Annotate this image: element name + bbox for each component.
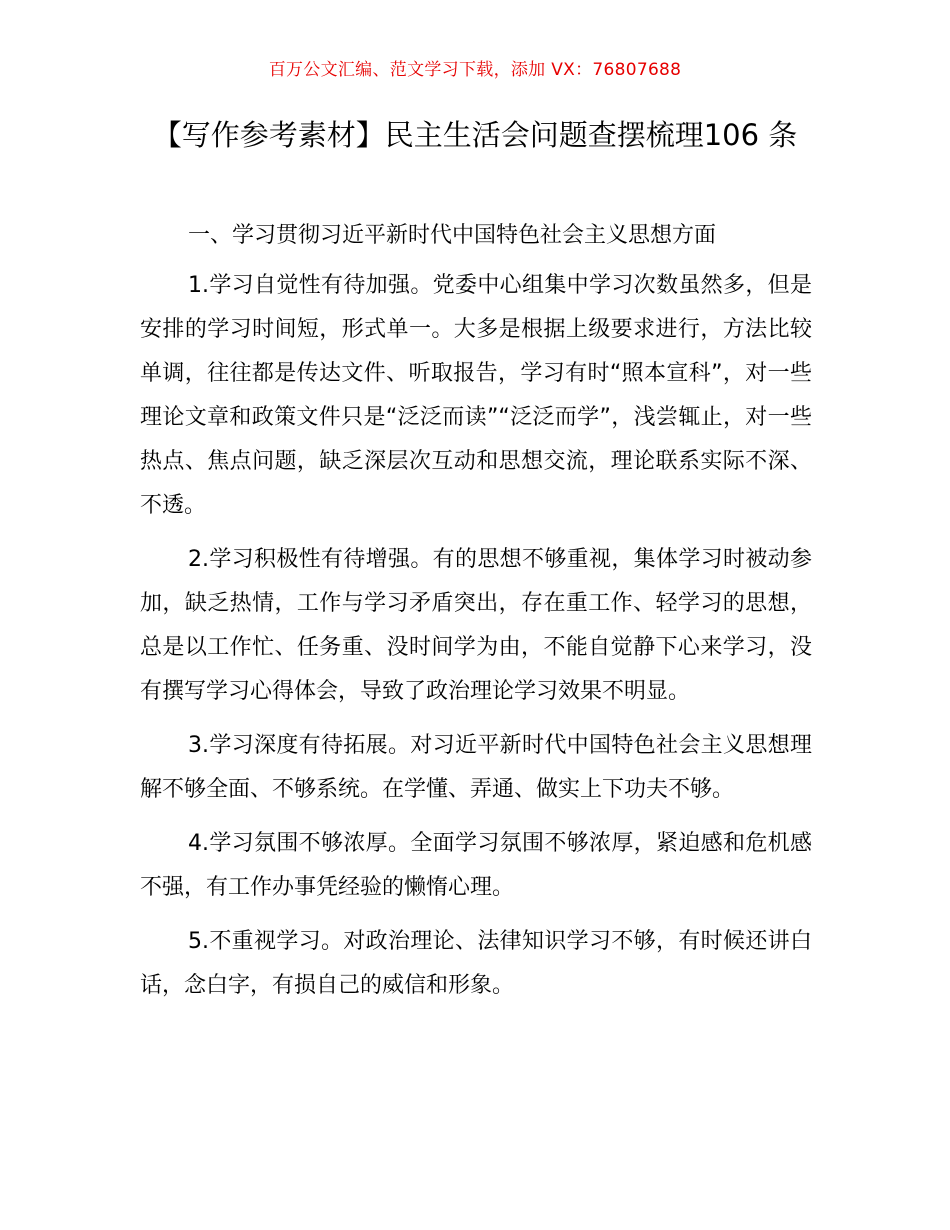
- document-title: 【写作参考素材】民主生活会问题查摆梳理106 条: [152, 118, 798, 152]
- section-heading: 一、学习贯彻习近平新时代中国特色社会主义思想方面: [188, 223, 717, 248]
- paragraph-3: 3.学习深度有待拓展。对习近平新时代中国特色社会主义思想理解不够全面、不够系统。在学懂、弄通、做实上下功夫不够。: [140, 733, 812, 802]
- paragraph-2: 2.学习积极性有待增强。有的思想不够重视，集体学习时被动参加，缺乏热情，工作与学习矛盾突出，存在重工作、轻学习的思想，总是以工作忙、任务重、没时间学为由，不能自觉静下心来学习，没有撰写学习心得体会，导致了政治理论学习效果不明显。: [140, 547, 812, 704]
- document-body: [140, 264, 812, 1018]
- header-watermark-text: 百万公文汇编、范文学习下载，添加 VX：76807688: [268, 60, 682, 80]
- paragraph-4: 4.学习氛围不够浓厚。全面学习氛围不够浓厚，紧迫感和危机感不强，有工作办事凭经验的懒惰心理。: [140, 831, 812, 900]
- paragraph-5: 5.不重视学习。对政治理论、法律知识学习不够，有时候还讲白话，念白字，有损自己的威信和形象。: [140, 929, 812, 998]
- paragraph-1: 1.学习自觉性有待加强。党委中心组集中学习次数虽然多，但是安排的学习时间短，形式单一。大多是根据上级要求进行，方法比较单调，往往都是传达文件、听取报告，学习有时“照本宣科”，对一些理论文章和政策文件只是“泛泛而读”“泛泛而学”，浅尝辄止，对一些热点、焦点问题，缺乏深层次互动和思想交流，理论联系实际不深、不透。: [140, 273, 812, 518]
